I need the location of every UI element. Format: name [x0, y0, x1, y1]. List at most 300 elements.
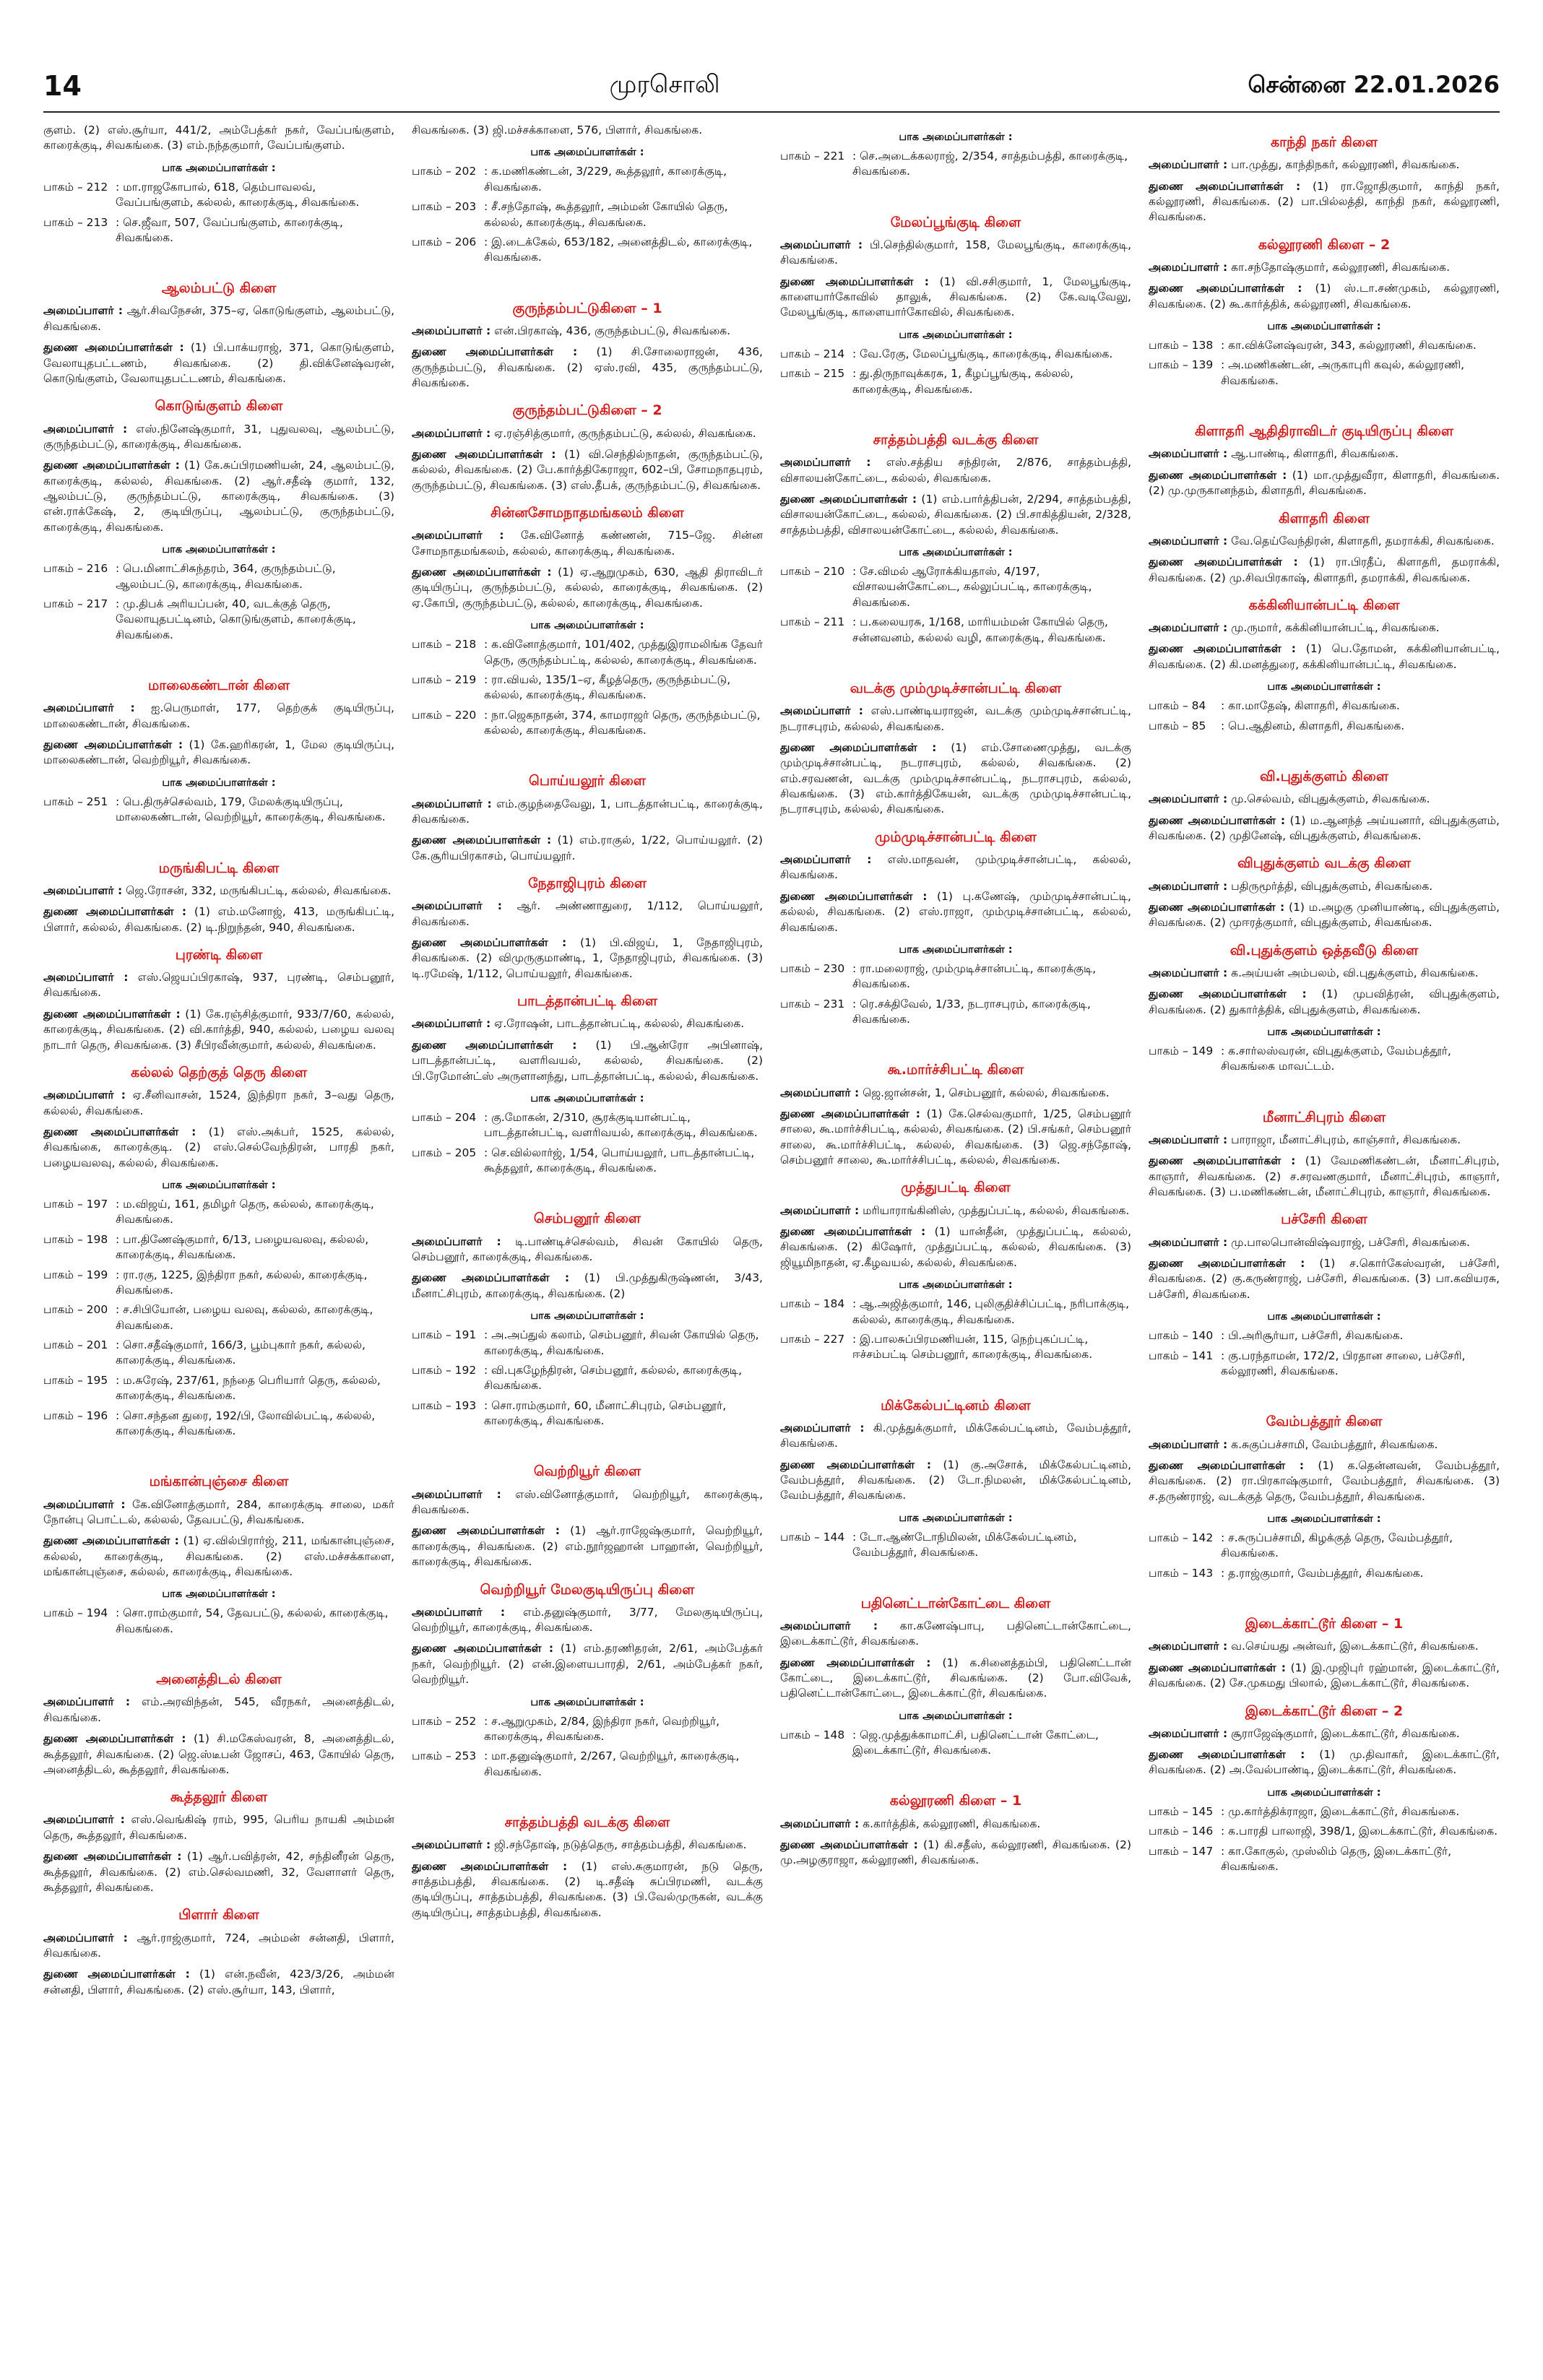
deputy-organizers-entry — [412, 1523, 763, 1570]
entry-text: (1) கி.சதீஸ், கல்லூரணி, சிவகங்கை. (2) மு.அழகுராஜா, கல்லூரணி, சிவகங்கை. — [780, 1838, 1131, 1867]
paper-name: முரசொலி — [609, 70, 720, 99]
booth-organizers-heading: பாக அமைப்பாளர்கள் : — [899, 1279, 1013, 1291]
organizer-entry — [43, 1497, 394, 1528]
section-title: மிக்கேல்பட்டினம் கிளை — [881, 1397, 1031, 1414]
organizer-entry — [780, 238, 1131, 269]
organizer-entry — [1149, 879, 1500, 894]
section-gap — [412, 270, 763, 289]
booth-number: பாகம் – 213 — [43, 215, 108, 229]
dateline: சென்னை 22.01.2026 — [1248, 71, 1500, 98]
deputy-label: துணை அமைப்பாளர்கள் : — [780, 1656, 931, 1669]
booth-number: பாகம் – 139 — [1149, 358, 1214, 372]
booth-organizer: : பெ.திருச்செல்வம், 179, மேலக்குடியிருப்பு, மாலைகண்டான், வெற்றியூர், காரைக்குடி, சிவகங்கை. — [116, 795, 386, 824]
booth-row — [43, 1606, 394, 1637]
organizer-entry — [1149, 1639, 1500, 1654]
booth-row — [412, 164, 763, 195]
booth-row — [43, 795, 394, 826]
booth-organizer: : ரா.ரகு, 1225, இந்திரா நகர், கல்லல், காரைக்குடி, சிவகங்கை. — [116, 1268, 368, 1297]
deputy-organizers-entry — [43, 340, 394, 386]
section-title: பதினெட்டான்கோட்டை கிளை — [860, 1595, 1051, 1611]
organizer-label: அமைப்பாளர் : — [412, 1838, 491, 1852]
entry-text: கே.வினோத்குமார், 284, காரைக்குடி சாலை, மகர் நோன்பு பொட்டல், கல்லல், தேவபட்டு, சிவகங்கை. — [43, 1497, 394, 1526]
deputy-label: துணை அமைப்பாளர்கள் : — [43, 459, 180, 472]
section-title: வெற்றியூர் கிளை — [533, 1463, 641, 1480]
deputy-organizers-entry — [43, 737, 394, 769]
organizer-entry — [412, 1838, 763, 1853]
deputy-label: துணை அமைப்பாளர்கள் : — [412, 834, 552, 847]
booth-number: பாகம் – 212 — [43, 180, 108, 194]
deputy-organizers-entry — [43, 1533, 394, 1580]
booth-organizer: : கா.விக்னேஷ்வரன், 343, கல்லூரணி, சிவகங்கை. — [1221, 339, 1477, 352]
booth-number: பாகம் – 210 — [780, 565, 845, 579]
deputy-organizers-entry — [780, 1458, 1131, 1504]
deputy-organizers-entry — [1149, 813, 1500, 844]
deputy-organizers-entry — [780, 1107, 1131, 1169]
deputy-label: துணை அமைப்பாளர்கள் : — [43, 1534, 179, 1548]
organizer-label: அமைப்பாளர் : — [1149, 1437, 1228, 1451]
entry-text: எம்.குழந்தைவேலு, 1, பாடத்தான்பட்டி, காரைக்குடி, சிவகங்கை. — [412, 797, 763, 826]
entry-text: பதிருமூர்த்தி, விபுதுக்குளம், சிவகங்கை. — [1231, 879, 1433, 893]
deputy-label: துணை அமைப்பாளர்கள் : — [412, 1271, 570, 1285]
booth-number: பாகம் – 204 — [412, 1110, 477, 1124]
entry-text: எஸ்.நினேஷ்குமார், 31, புதுவலவு, ஆலம்பட்டு, குருந்தம்பட்டு, காரைக்குடி, சிவகங்கை. — [43, 422, 394, 451]
entry-text: ஆர்.ராஜ்குமார், 724, அம்மன் சன்னதி, பிளார், சிவகங்கை. — [43, 1931, 394, 1960]
deputy-organizers-entry — [43, 1967, 394, 1998]
column-2 — [412, 123, 763, 2366]
booth-organizer: : ரா.வியல், 135/1–ஏ, கீழத்தெரு, குருந்தம்பட்டு, கல்லல், காரைக்குடி, சிவகங்கை. — [484, 672, 731, 702]
section-title: கிளாதரி கிளை — [1279, 510, 1370, 527]
booth-organizer: : நா.ஜெகநாதன், 374, காமராஜர் தெரு, குருந்தம்பட்டு, கல்லல், காரைக்குடி, சிவகங்கை. — [484, 708, 761, 737]
organizer-label: அமைப்பாளர் : — [412, 899, 502, 913]
organizer-label: அமைப்பாளர் : — [780, 238, 863, 251]
entry-text: (1) எம்.தரணிதரன், 2/61, அம்பேத்கர் நகர், வெற்றியூர். (2) என்.இளையபாரதி, 2/61, அம்பேத்கர் நகர், வெற்றியூர். — [412, 1642, 763, 1687]
booth-row — [412, 1328, 763, 1359]
organizer-label: அமைப்பாளர் : — [43, 1695, 131, 1709]
entry-text: எஸ்.வெங்கிஷ் ராம், 995, பெரிய நாயகி அம்மன் தெரு, கூத்தலூர், சிவகங்கை. — [43, 1813, 394, 1842]
booth-row — [412, 199, 763, 230]
deputy-label: துணை அமைப்பாளர்கள் : — [1149, 1458, 1305, 1472]
booth-organizers-heading: பாக அமைப்பாளர்கள் : — [530, 147, 644, 159]
booth-organizer: : சொ.ராம்குமார், 60, மீனாட்சிபுரம், செம்பனூர், காரைக்குடி, சிவகங்கை. — [484, 1398, 727, 1428]
deputy-label: துணை அமைப்பாளர்கள் : — [412, 566, 552, 579]
section-gap — [412, 1180, 763, 1199]
organizer-label: அமைப்பாளர் : — [43, 1089, 126, 1102]
booth-row — [780, 347, 1131, 362]
booth-organizers-heading: பாக அமைப்பாளர்கள் : — [530, 1696, 644, 1708]
page-number: 14 — [43, 70, 82, 102]
booth-organizer: : க.சார்லஸ்வரன், விபுதுக்குளம், வேம்பத்தூர், சிவகங்கை மாவட்டம். — [1221, 1044, 1451, 1073]
entry-text: எஸ்.பாண்டியராஜன், வடக்கு மும்முடிச்சான்பட்டி, நடராசபுரம், கல்லல், சிவகங்கை. — [780, 704, 1131, 733]
organizer-label: அமைப்பாளர் : — [1149, 879, 1228, 893]
entry-text: (1) ரா.ஜோதிகுமார், காந்தி நகர், கல்லூரணி, சிவகங்கை. (2) பா.பில்லத்தி, காந்தி நகர், கல்லூரணி, சிவகங்கை. — [1149, 179, 1500, 224]
booth-organizer: : இ.பாலசுப்பிரமணியன், 115, நெற்புகப்பட்டி, ஈச்சம்பட்டி செம்பனூர், காரைக்குடி, சிவகங்கை. — [852, 1332, 1093, 1362]
booth-number: பாகம் – 142 — [1149, 1531, 1214, 1545]
entry-text: ஜெ.ஜான்சன், 1, செம்பனூர், கல்லல், சிவகங்கை. — [863, 1086, 1110, 1099]
section-gap — [780, 1565, 1131, 1584]
booth-number: பாகம் – 85 — [1149, 719, 1206, 732]
section-gap — [43, 647, 394, 666]
deputy-organizers-entry — [412, 1859, 763, 1921]
booth-organizer: : ஆ.அஜித்குமார், 146, புலிகுதிச்சிப்பட்டி, நரிபாக்குடி, கல்லல், காரைக்குடி, சிவகங்கை. — [852, 1297, 1130, 1326]
entry-text: (1) பி.விஜய், 1, நேதாஜிபுரம், சிவகங்கை. (2) விமுருகுமாண்டி, 1, நேதாஜிபுரம், சிவகங்கை. (3) டி.ரமேஷ், 1/112, பொய்யலூர், சிவகங்கை. — [412, 936, 763, 980]
organizer-entry — [780, 1619, 1131, 1650]
entry-text: (1) வி.சசிகுமார், 1, மேலபூங்குடி, காளையார்கோவில் தாலுக், சிவகங்கை. (2) கே.வடிவேலு, மேலபூங்குடி, காளையார்கோவில், சிவகங்கை. — [780, 274, 1131, 319]
booth-organizer: : மு.கார்த்திக்ராஜா, இடைக்காட்டூர், சிவகங்கை. — [1221, 1804, 1460, 1818]
entry-text: (1) கே.செல்வகுமார், 1/25, செம்பனூர் சாலை, கூ.மார்ச்சிபட்டி, கல்லல், சிவகங்கை. (2) பி.சங்கர், செம்பனூர் சாலை, கூ.மார்ச்சிபட்டி, கல்லல், சிவகங்கை. (3) ஜெ.சந்தோஷ், செம்பனூர் சாலை, கூ.மார்ச்சிபட்டி, கல்லல், சிவகங்கை. — [780, 1107, 1131, 1167]
booth-row — [412, 708, 763, 739]
section-title: மேலப்பூங்குடி கிளை — [890, 214, 1021, 230]
deputy-organizers-entry — [1149, 900, 1500, 931]
booth-organizer: : சொ.ராம்குமார், 54, தேவபட்டு, கல்லல், காரைக்குடி, சிவகங்கை. — [116, 1606, 389, 1635]
deputy-label: துணை அமைப்பாளர்கள் : — [412, 936, 567, 950]
entry-text: (1) ஏ.ஆறுமுகம், 630, ஆதி திராவிடர் குடியிருப்பு, குருந்தம்பட்டு, கல்லல், காரைக்குடி, சிவகங்கை. (2) ஏ.கோபி, குருந்தம்பட்டு, கல்லல், காரைக்குடி, சிவகங்கை. — [412, 566, 763, 610]
booth-organizers-heading: பாக அமைப்பாளர்கள் : — [1267, 1786, 1381, 1799]
entry-text: க.அய்யன் அம்பலம், வி.புதுக்குளம், சிவகங்கை. — [1231, 966, 1479, 979]
organizer-label: அமைப்பாளர் : — [780, 456, 871, 469]
deputy-label: துணை அமைப்பாளர்கள் : — [412, 1038, 577, 1052]
entry-text: (1) ஆர்.பவித்ரன், 42, சந்தினீரன் தெரு, கூத்தலூர், சிவகங்கை. (2) எம்.செல்வமணி, 32, வேளாளர் தெரு, கூத்தலூர், சிவகங்கை. — [43, 1850, 394, 1894]
booth-number: பாகம் – 216 — [43, 562, 108, 576]
organizer-label: அமைப்பாளர் : — [412, 1234, 501, 1248]
entry-text: (1) கே.ரஞ்சித்குமார், 933/7/60, கல்லல், காரைக்குடி, சிவகங்கை. (2) வி.கார்த்தி, 940, கல்லல், பழைய வலவு நாடார் தெரு, சிவகங்கை. (3) சீபிரவீன்குமார், கல்லல், சிவகங்கை. — [43, 1007, 394, 1052]
entry-text: (1) எம்.பார்த்திபன், 2/294, சாத்தம்பத்தி, விசாலயன்கோட்டை, கல்லல், சிவகங்கை. (2) பி.சாகித்தியன், 2/328, சாத்தம்பத்தி, விசாலயன்கோட்டை, கல்லல், சிவகங்கை. — [780, 492, 1131, 537]
booth-number: பாகம் – 84 — [1149, 699, 1206, 713]
section-title: நேதாஜிபுரம் கிளை — [528, 875, 647, 892]
booth-organizers-heading: பாக அமைப்பாளர்கள் : — [1267, 1311, 1381, 1323]
page-header — [43, 61, 1500, 113]
entry-text: சூராஜேஷ்குமார், இடைக்காட்டூர், சிவகங்கை. — [1231, 1726, 1460, 1740]
organizer-entry — [780, 1817, 1131, 1832]
entry-text: பி.செந்தில்குமார், 158, மேலபூங்குடி, காரைக்குடி, சிவகங்கை. — [780, 238, 1131, 267]
booth-number: பாகம் – 227 — [780, 1332, 845, 1346]
organizer-label: அமைப்பாளர் : — [1149, 447, 1228, 461]
organizer-entry — [43, 1812, 394, 1843]
deputy-organizers-entry — [1149, 1154, 1500, 1200]
organizer-entry — [1149, 260, 1500, 275]
booth-organizer: : பெ.மினாட்சிசுந்தரம், 364, குருந்தம்பட்டு, ஆலம்பட்டு, காரைக்குடி, சிவகங்கை. — [116, 562, 336, 591]
entry-text: (1) எம்.சோணைமுத்து, வடக்கு மும்முடிச்சான்பட்டி, நடராசபுரம், கல்லல், சிவகங்கை. (2) எம்.சரவணன், வடக்கு மும்முடிச்சான்பட்டி, நடராசபுரம், கல்லல், சிவகங்கை. (3) எம்.கார்த்திகேயன், வடக்கு மும்முடிச்சான்பட்டி, நடராசபுரம், கல்லல், சிவகங்கை. — [780, 740, 1131, 816]
entry-text: (1) எம்.மனோஜ், 413, மருங்கிபட்டி, பிளார், கல்லல், சிவகங்கை. (2) டி.நிறுந்தன், 940, சிவகங்கை. — [43, 905, 394, 934]
organizer-label: அமைப்பாளர் : — [1149, 1133, 1228, 1146]
deputy-label: துணை அமைப்பாளர்கள் : — [780, 274, 929, 288]
booth-number: பாகம் – 230 — [780, 961, 845, 975]
booth-number: பாகம் – 191 — [412, 1328, 477, 1342]
deputy-label: துணை அமைப்பாளர்கள் : — [1149, 900, 1285, 914]
organizer-label: அமைப்பாளர் : — [780, 1421, 865, 1435]
entry-text: மு.ருமார், கக்கினியான்பட்டி, சிவகங்கை. — [1231, 621, 1440, 635]
section-title: மாலைகண்டான் கிளை — [147, 678, 290, 694]
section-title: மருங்கிபட்டி கிளை — [158, 860, 280, 876]
booth-row — [43, 1302, 394, 1333]
booth-organizers-heading: பாக அமைப்பாளர்கள் : — [1267, 681, 1381, 693]
entry-text: (1) சி.சோலைராஜன், 436, குருந்தம்பட்டு, சிவகங்கை. (2) ஏஸ்.ரவி, 435, குருந்தம்பட்டு, சிவகங்கை. — [412, 345, 763, 389]
entry-text: (1) வி.செந்தில்நாதன், குருந்தம்பட்டு, கல்லல், சிவகங்கை. (2) பே.கார்த்திகேராஜா, 602–பி, சோமநாதபுரம், குருந்தம்பட்டு, சிவகங்கை. (3) எஸ்.தீபக், குருந்தம்பட்டு, சிவகங்கை. — [412, 447, 763, 492]
organizer-entry — [780, 455, 1131, 486]
entry-text: கி.முத்துக்குமார், மிக்கேல்பட்டினம், வேம்பத்தூர், சிவகங்கை. — [780, 1421, 1131, 1450]
entry-text: ஐ.பெருமாள், 177, தெற்குக் குடியிருப்பு, மாலைகண்டான், சிவகங்கை. — [43, 701, 394, 730]
organizer-label: அமைப்பாளர் : — [780, 704, 863, 718]
booth-organizer: : து.திருநாவுக்கரசு, 1, கீழப்பூங்குடி, கல்லல், காரைக்குடி, சிவகங்கை. — [852, 367, 1073, 396]
booth-number: பாகம் – 193 — [412, 1398, 477, 1412]
booth-organizer: : பெ.ஆதினம், கிளாதரி, சிவகங்கை. — [1221, 719, 1405, 732]
booth-number: பாகம் – 140 — [1149, 1329, 1214, 1343]
deputy-organizers-entry — [780, 492, 1131, 538]
deputy-organizers-entry — [1149, 1747, 1500, 1778]
booth-organizer: : மா.தனுஷ்குமார், 2/267, வெற்றியூர், காரைக்குடி, சிவகங்கை. — [484, 1749, 740, 1778]
section-title: கக்கினியான்பட்டி கிளை — [1248, 597, 1400, 613]
deputy-organizers-entry — [1149, 987, 1500, 1018]
booth-number: பாகம் – 221 — [780, 150, 845, 163]
section-title: பச்சேரி கிளை — [1281, 1211, 1367, 1228]
booth-organizer: : கு.மோகன், 2/310, சூரக்குடியான்பட்டி, பாடத்தான்பட்டி, வளரிவயல், காரைக்குடி, சிவகங்கை. — [484, 1110, 758, 1140]
organizer-entry — [412, 324, 763, 339]
booth-row — [412, 1749, 763, 1780]
deputy-label: துணை அமைப்பாளர்கள் : — [412, 1524, 560, 1538]
booth-number: பாகம் – 202 — [412, 165, 477, 178]
booth-row — [780, 961, 1131, 992]
booth-organizers-heading: பாக அமைப்பாளர்கள் : — [530, 1310, 644, 1323]
booth-number: பாகம் – 199 — [43, 1268, 108, 1281]
booth-number: பாகம் – 147 — [1149, 1844, 1214, 1858]
booth-number: பாகம் – 141 — [1149, 1349, 1214, 1362]
organizer-entry — [43, 1931, 394, 1962]
booth-row — [1149, 698, 1500, 714]
organizer-entry — [1149, 1133, 1500, 1148]
deputy-label: துணை அமைப்பாளர்கள் : — [43, 1007, 181, 1021]
entry-text: கா.சந்தோஷ்குமார், கல்லூரணி, சிவகங்கை. — [1231, 260, 1451, 274]
section-gap — [780, 650, 1131, 669]
entry-text: (1) பி.ஆன்ரோ அபினாஷ், பாடத்தான்பட்டி, வளரிவயல், கல்லல், சிவகங்கை. (2) பி.ரேமோன்ட்ஸ் அருளானந்து, பாடத்தான்பட்டி, கல்லல், சிவகங்கை. — [412, 1038, 763, 1083]
organizer-entry — [1149, 534, 1500, 549]
section-title: இடைக்காட்டூர் கிளை – 2 — [1245, 1702, 1404, 1719]
entry-text: மரியாராங்கினிஸ், முத்துப்பட்டி, கல்லல், சிவகங்கை. — [863, 1203, 1130, 1217]
booth-organizer: : ச.ஆறுமுகம், 2/84, இந்திரா நகர், வெற்றியூர், காரைக்குடி, சிவகங்கை. — [484, 1714, 720, 1743]
organizer-entry — [412, 1234, 763, 1265]
organizer-label: அமைப்பாளர் : — [780, 853, 872, 866]
deputy-label: துணை அமைப்பாளர்கள் : — [43, 1968, 190, 1981]
booth-organizer: : ப.கலையரசு, 1/168, மாரியம்மன் கோயில் தெரு, சன்னவனம், கல்லல் வழி, காரைக்குடி, சிவகங்கை. — [852, 615, 1108, 644]
entry-text: (1) பு.கணேஷ், மும்முடிச்சான்பட்டி, கல்லல், சிவகங்கை. (2) எஸ்.ராஜா, மும்முடிச்சான்பட்டி, கல்லல், சிவகங்கை. — [780, 889, 1131, 934]
booth-organizer: : ஜெ.முத்துக்காமாட்சி, பதினெட்டான் கோட்டை, இடைக்காட்டூர், சிவகங்கை. — [852, 1728, 1099, 1757]
booth-organizer: : ச.சிபியோன், பழைய வலவு, கல்லல், காரைக்குடி, சிவகங்கை. — [116, 1303, 373, 1332]
booth-row — [43, 597, 394, 643]
organizer-label: அமைப்பாளர் : — [780, 1619, 878, 1632]
entry-text: எஸ்.மாதவன், மும்முடிச்சான்பட்டி, கல்லல், சிவகங்கை. — [780, 853, 1131, 882]
section-title: குருந்தம்பட்டுகிளை – 1 — [512, 300, 662, 316]
organizer-label: அமைப்பாளர் : — [1149, 792, 1228, 806]
booth-row — [412, 1146, 763, 1177]
entry-text: எஸ்.ஜெயப்பிரகாஷ், 937, புரண்டி, செம்பனூர், சிவகங்கை. — [43, 971, 394, 1000]
deputy-organizers-entry — [1149, 641, 1500, 672]
booth-organizer: : சீ.சந்தோஷ், கூத்தலூர், அம்மன் கோயில் தெரு, கல்லல், காரைக்குடி, சிவகங்கை. — [484, 200, 728, 229]
booth-row — [1149, 1531, 1500, 1562]
deputy-organizers-entry — [43, 458, 394, 535]
entry-text: (1) ஆர்.ராஜேஷ்குமார், வெற்றியூர், காரைக்குடி, சிவகங்கை. (2) எம்.நூர்ஜஹான் பாஹான், வெற்றியூர், காரைக்குடி, சிவகங்கை. — [412, 1524, 763, 1569]
booth-number: பாகம் – 138 — [1149, 339, 1214, 352]
deputy-label: துணை அமைப்பாளர்கள் : — [43, 341, 184, 355]
entry-text: (1) க.சினைத்தம்பி, பதினெட்டான் கோட்டை, இடைக்காட்டூர், சிவகங்கை. (2) போ.விவேக், பதினெட்டான்கோட்டை, இடைக்காட்டூர், சிவகங்கை. — [780, 1656, 1131, 1700]
booth-row — [1149, 1328, 1500, 1343]
entry-text: எம்.தனுஷ்குமார், 3/77, மேலகுடியிருப்பு, வெற்றியூர், காரைக்குடி, சிவகங்கை. — [412, 1605, 763, 1635]
entry-text: (1) பி.முத்துகிருஷ்ணன், 3/43, மீனாட்சிபுரம், காரைக்குடி, சிவகங்கை. (2) — [412, 1271, 763, 1300]
organizer-entry — [43, 970, 394, 1001]
section-title: கூத்தலூர் கிளை — [170, 1789, 268, 1806]
booth-organizer: : இ.டைக்கேல், 653/182, அனைத்திடல், காரைக்குடி, சிவகங்கை. — [484, 235, 753, 264]
booth-organizer: : அ.மணிகண்டன், அருகாபுரி கவுல், கல்லூரணி, சிவகங்கை. — [1221, 358, 1465, 387]
booth-number: பாகம் – 219 — [412, 672, 477, 686]
deputy-organizers-entry — [780, 740, 1131, 818]
organizer-label: அமைப்பாளர் : — [780, 1086, 860, 1099]
section-title: மும்முடிச்சான்பட்டி கிளை — [875, 828, 1037, 845]
deputy-label: துணை அமைப்பாளர்கள் : — [43, 905, 187, 919]
booth-row — [780, 1530, 1131, 1561]
entry-text: எம்.அரவிந்தன், 545, வீரநகர், அனைத்திடல், சிவகங்கை. — [43, 1695, 394, 1724]
organizer-entry — [1149, 1437, 1500, 1453]
booth-organizer: : செ.அடைக்கலராஜ், 2/354, சாத்தம்பத்தி, காரைக்குடி, சிவகங்கை. — [852, 150, 1128, 178]
booth-organizer: : சொ.சந்தன துரை, 192/பி, லோவில்பட்டி, கல்லல், காரைக்குடி, சிவகங்கை. — [116, 1408, 376, 1437]
booth-organizers-heading: பாக அமைப்பாளர்கள் : — [899, 943, 1013, 956]
booth-number: பாகம் – 231 — [780, 997, 845, 1011]
section-title: வெற்றியூர் மேலகுடியிருப்பு கிளை — [480, 1581, 695, 1598]
section-title: பாடத்தான்பட்டி கிளை — [517, 993, 657, 1010]
booth-number: பாகம் – 195 — [43, 1373, 108, 1387]
section-gap — [1149, 1585, 1500, 1604]
booth-number: பாகம் – 215 — [780, 367, 845, 381]
entry-text: (1) ம.ஆனந்த் அய்யனார், விபுதுக்குளம், சிவகங்கை. (2) முதினேஷ், விபுதுக்குளம், சிவகங்கை. — [1149, 813, 1500, 842]
booth-row — [1149, 1844, 1500, 1875]
booth-row — [43, 180, 394, 211]
deputy-organizers-entry — [1149, 468, 1500, 499]
section-gap — [1149, 393, 1500, 412]
entry-text: (1) வேமணிகண்டன், மீனாட்சிபுரம், காஞார், சிவகங்கை. (2) ச.சரவணகுமார், மீனாட்சிபுரம், காஞார், சிவகங்கை. (3) ப.மணிகண்டன், மீனாட்சிபுரம், காஞார், சிவகங்கை. — [1149, 1154, 1500, 1199]
entry-text: ஜெ.ரோசன், 332, மருங்கிபட்டி, கல்லல், சிவகங்கை. — [126, 883, 392, 897]
booth-organizer: : மா.ராஜகோபால், 618, தெம்பாவலவ், வேப்பங்குளம், கல்லல், காரைக்குடி, சிவகங்கை. — [116, 180, 360, 209]
entry-text: (1) க.தென்னவன், வேம்பத்தூர், சிவகங்கை. (2) ரா.பிரகாஷ்குமார், வேம்பத்தூர், சிவகங்கை. (3) ச.தருண்ராஜ், வடக்குத் தெரு, வேம்பத்தூர், சிவகங்கை. — [1149, 1458, 1500, 1503]
organizer-label: அமைப்பாளர் : — [412, 797, 492, 810]
booth-row — [43, 1197, 394, 1228]
entry-text: (1) என்.நவீன், 423/3/26, அம்மன் சன்னதி, பிளார், சிவகங்கை. (2) எஸ்.சூர்யா, 143, பிளார், — [43, 1968, 394, 1996]
section-title: கல்லூரணி கிளை – 1 — [889, 1793, 1022, 1809]
section-title: பிளார் கிளை — [178, 1907, 259, 1924]
organizer-label: அமைப்பாளர் : — [43, 971, 129, 985]
booth-row — [412, 1363, 763, 1394]
section-title: மீனாட்சிபுரம் கிளை — [1262, 1109, 1386, 1125]
booth-organizers-heading: பாக அமைப்பாளர்கள் : — [162, 776, 276, 789]
deputy-label: துணை அமைப்பாளர்கள் : — [43, 1125, 196, 1138]
booth-number: பாகம் – 218 — [412, 638, 477, 652]
deputy-label: துணை அமைப்பாளர்கள் : — [412, 1859, 568, 1873]
deputy-organizers-entry — [1149, 179, 1500, 225]
deputy-label: துணை அமைப்பாளர்கள் : — [780, 889, 928, 903]
booth-organizer: : சே.விமல் ஆரோக்கியதாஸ், 4/197, விசாலயன்கோட்டை, கல்லுப்பட்டி, காரைக்குடி, சிவகங்கை. — [852, 565, 1092, 609]
section-title: ஆலம்பட்டு கிளை — [161, 280, 277, 297]
entry-text: ஏ.ரஞ்சித்குமார், குருந்தம்பட்டு, கல்லல், சிவகங்கை. — [494, 426, 756, 440]
entry-text: ஏ.சீனிவாசன், 1524, இந்திரா நகர், 3–வது தெரு, கல்லல், சிவகங்கை. — [43, 1089, 394, 1117]
booth-number: பாகம் – 252 — [412, 1714, 477, 1728]
booth-number: பாகம் – 217 — [43, 597, 108, 610]
organizer-label: அமைப்பாளர் : — [780, 1203, 860, 1217]
booth-number: பாகம் – 203 — [412, 200, 477, 214]
organizer-label: அமைப்பாளர் : — [1149, 621, 1228, 635]
section-title: சின்னசோமநாதமங்கலம் கிளை — [490, 505, 684, 522]
entry-text: ஆர்.சிவநேசன், 375–ஏ, கொடுங்குளம், ஆலம்பட்டு, சிவகங்கை. — [43, 304, 394, 333]
deputy-organizers-entry — [1149, 1661, 1500, 1692]
booth-row — [1149, 1349, 1500, 1380]
section-title: சாத்தம்பத்தி வடக்கு கிளை — [873, 431, 1039, 448]
section-gap — [412, 1784, 763, 1803]
entry-text: (1) ச.கொர்கேஸ்வரன், பச்சேரி, சிவகங்கை. (2) கு.கருண்ராஜ், பச்சேரி, சிவகங்கை. (3) பா.கவியரசு, பச்சேரி, சிவகங்கை. — [1149, 1257, 1500, 1301]
column-3 — [780, 123, 1131, 2366]
section-title: கொடுங்குளம் கிளை — [155, 398, 283, 415]
booth-row — [412, 1110, 763, 1141]
entry-text: பாராஜா, மீனாட்சிபுரம், காஞ்சார், சிவகங்கை. — [1231, 1133, 1461, 1146]
entry-text: (1) எஸ்.அக்பர், 1525, கல்லல், சிவகங்கை, காரைக்குடி. (2) எஸ்.செல்வேந்திரன், பாரதி நகர், பழையவலவு, கல்லல், சிவகங்கை. — [43, 1125, 394, 1169]
booth-organizer: : மு.திபக் அரியப்பன், 40, வடக்குத் தெரு, வேலாயுதபட்டினம், கொடுங்குளம், காரைக்குடி, சிவகங்கை. — [116, 597, 356, 641]
organizer-label: அமைப்பாளர் : — [43, 883, 123, 897]
organizer-label: அமைப்பாளர் : — [412, 529, 504, 542]
section-title: குருந்தம்பட்டுகிளை – 2 — [512, 402, 662, 419]
booth-organizer: : க.வினோத்குமார், 101/402, முத்துஇராமலிங்க தேவர் தெரு, குருந்தம்பட்டி, கல்லல், காரைக்குடி, சிவகங்கை. — [484, 638, 763, 667]
deputy-organizers-entry — [43, 1849, 394, 1895]
booth-organizers-heading: பாக அமைப்பாளர்கள் : — [530, 620, 644, 632]
entry-text: ஏ.ரோஷன், பாடத்தான்பட்டி, கல்லல், சிவகங்கை. — [494, 1017, 745, 1031]
booth-row — [1149, 338, 1500, 353]
booth-row — [412, 1398, 763, 1429]
booth-organizers-heading: பாக அமைப்பாளர்கள் : — [1267, 1026, 1381, 1038]
entry-text: வே.தெய்வேந்திரன், கிளாதரி, தமராக்கி, சிவகங்கை. — [1231, 534, 1495, 548]
continuation-text: சிவகங்கை. (3) ஜி.மச்சக்காளை, 576, பிளார், சிவகங்கை. — [412, 124, 703, 137]
entry-text: (1) கே.ஹரிகரன், 1, மேல குடியிருப்பு, மாலைகண்டான், வெற்றியூர், சிவகங்கை. — [43, 738, 394, 767]
booth-organizers-heading: பாக அமைப்பாளர்கள் : — [1267, 1513, 1381, 1526]
deputy-label: துணை அமைப்பாளர்கள் : — [1149, 179, 1301, 193]
booth-row — [780, 1728, 1131, 1759]
booth-organizers-heading: பாக அமைப்பாளர்கள் : — [899, 1710, 1013, 1722]
deputy-label: துணை அமைப்பாளர்கள் : — [780, 1838, 918, 1851]
entry-text: (1) முபவித்ரன், விபுதுக்குளம், சிவகங்கை. (2) துகார்த்திக், விபுதுக்குளம், சிவகங்கை. — [1149, 987, 1500, 1016]
section-gap — [780, 184, 1131, 203]
deputy-label: துணை அமைப்பாளர்கள் : — [1149, 1661, 1286, 1674]
entry-text: (1) எஸ்.சுகுமாரன், நடு தெரு, சாத்தம்பத்தி, சிவகங்கை. (2) டி.சதீஷ் சுப்பிரமணி, வடக்கு குடியிருப்பு, சாத்தம்பத்தி, சிவகங்கை. (3) பி.வேல்முருகன், வடக்கு குடியிருப்பு, சாத்தம்பத்தி, சிவகங்கை. — [412, 1859, 763, 1919]
entry-text: (1) இ.முஜிபுர் ரஹ்மான், இடைக்காட்டூர், சிவகங்கை. (2) சே.முகமது பிலால், இடைக்காட்டூர், சிவகங்கை. — [1149, 1661, 1500, 1690]
booth-organizer: : அ.அப்துல் கலாம், செம்பனூர், சிவன் கோயில் தெரு, காரைக்குடி, சிவகங்கை. — [484, 1328, 759, 1357]
deputy-label: துணை அமைப்பாளர்கள் : — [1149, 468, 1287, 482]
section-title: இடைக்காட்டூர் கிளை – 1 — [1245, 1616, 1404, 1632]
entry-text: (1) கே.சுப்பிரமணியன், 24, ஆலம்பட்டு, காரைக்குடி, கல்லல், சிவகங்கை. (2) ஆர்.சதீஷ் குமார், 132, ஆலம்பட்டு, குருந்தம்பட்டு, காரைக்குடி, சிவகங்கை. (3) என்.ராக்கேஷ், 2, குடியிருப்பு, ஆலம்பட்டு, குருந்தம்பட்டு, காரைக்குடி, சிவகங்கை. — [43, 459, 394, 534]
booth-number: பாகம் – 200 — [43, 1303, 108, 1317]
deputy-label: துணை அமைப்பாளர்கள் : — [780, 492, 917, 506]
entry-text: (1) ஏ.வில்பிரார்ஜ், 211, மங்கான்புஞ்சை, கல்லல், காரைக்குடி, சிவகங்கை. (2) எஸ்.மச்சக்காளை, மங்கான்புஞ்சை, கல்லல், காரைக்குடி, சிவகங்கை. — [43, 1534, 394, 1579]
organizer-label: அமைப்பாளர் : — [43, 1931, 128, 1944]
organizer-entry — [412, 797, 763, 828]
organizer-label: அமைப்பாளர் : — [412, 1605, 506, 1619]
booth-row — [780, 564, 1131, 610]
section-title: கூ.மார்ச்சிபட்டி கிளை — [887, 1062, 1024, 1078]
booth-row — [43, 561, 394, 592]
booth-organizer: : ரெ.சக்திவேல், 1/33, நடராசபுரம், காரைக்குடி, சிவகங்கை. — [852, 997, 1091, 1026]
booth-number: பாகம் – 197 — [43, 1198, 108, 1211]
booth-organizer: : பி.அரிசூர்யா, பச்சேரி, சிவகங்கை. — [1221, 1329, 1404, 1343]
booth-number: பாகம் – 146 — [1149, 1825, 1214, 1838]
organizer-entry — [43, 303, 394, 334]
booth-row — [43, 215, 394, 246]
booth-organizer: : க.மணிகண்டன், 3/229, கூத்தலூர், காரைக்குடி, சிவகங்கை. — [484, 165, 727, 194]
entry-text: எஸ்.வினோத்குமார், வெற்றியூர், காரைக்குடி, சிவகங்கை. — [412, 1487, 763, 1516]
booth-organizer: : த.ராஜ்குமார், வேம்பத்தூர், சிவகங்கை. — [1221, 1566, 1424, 1580]
section-gap — [780, 1762, 1131, 1781]
deputy-organizers-entry — [43, 1731, 394, 1778]
booth-row — [412, 637, 763, 668]
booth-number: பாகம் – 194 — [43, 1606, 108, 1620]
